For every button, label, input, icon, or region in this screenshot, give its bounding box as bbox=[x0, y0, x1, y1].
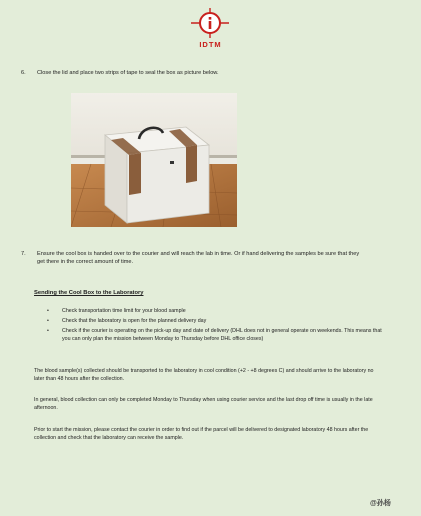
paragraph: Prior to start the mission, please contact the courier in order to find out if the parcel will be delivered to designated laboratory 48 hours after the collection and check that the laboratory can receive the sample. bbox=[34, 427, 369, 441]
step-text: Ensure the cool box is handed over to the courier and will reach the lab in time. Or if hand delivering the samples be sure that they get there in the correct amount of time. bbox=[37, 251, 360, 265]
section-heading: Sending the Cool Box to the Laboratory bbox=[34, 290, 144, 296]
bullet-icon: • bbox=[47, 317, 49, 324]
step-number: 6. bbox=[21, 70, 26, 76]
watermark: @孙杨 bbox=[370, 500, 391, 507]
list-item: • Check that the laboratory is open for the planned delivery day bbox=[47, 317, 207, 324]
checklist bbox=[47, 308, 387, 346]
bullet-icon: • bbox=[47, 308, 49, 314]
idtm-logo bbox=[0, 8, 421, 52]
bullet-icon: • bbox=[47, 327, 49, 334]
list-item: • Check transportation time limit for your blood sample bbox=[47, 308, 186, 314]
crosshair-logo-icon bbox=[173, 8, 247, 40]
paragraph: In general, blood collection can only be completed Monday to Thursday when using courier service and the last drop off time is usually in the late afternoon. bbox=[34, 397, 373, 411]
list-item: • Check if the courier is operating on the pick-up day and date of delivery (DHL does not in general operate on weekends. This means that you can only plan the mission between Monday to Thursday before DHL office closes) bbox=[47, 327, 382, 342]
logo-text: IDTM bbox=[199, 40, 222, 49]
step-number: 7. bbox=[21, 251, 26, 257]
paragraph: The blood sample(s) collected should be transported to the laboratory in cool condition (+2 - +8 degrees C) and should arrive to the laboratory no later than 48 hours after the collection. bbox=[34, 368, 374, 382]
sealed-cool-box-photo bbox=[71, 93, 237, 227]
step-text: Close the lid and place two strips of tape to seal the box as picture below. bbox=[37, 70, 219, 76]
